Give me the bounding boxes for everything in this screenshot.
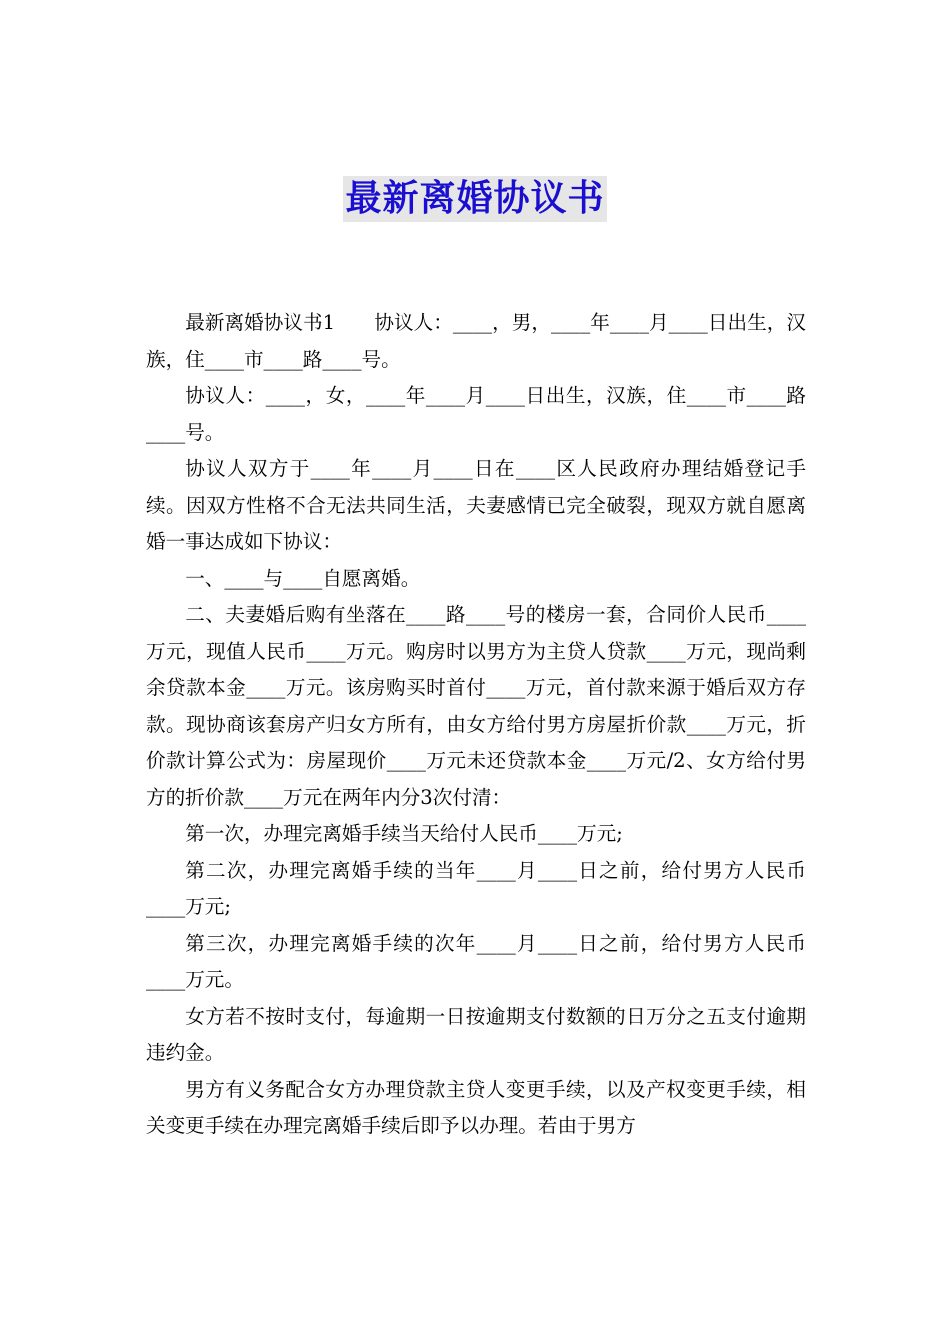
document-body xyxy=(146,305,806,1145)
title-container xyxy=(0,176,950,222)
paragraph-clause-2: 二、夫妻婚后购有坐落在____路____号的楼房一套，合同价人民币____万元，现值人民币____万元。购房时以男方为主贷人贷款____万元，现尚剩余贷款本金____万元。该房购买时首付____万元，首付款来源于婚后双方存款。现协商该套房产归女方所有，由女方给付男方房屋折价款____万元，折价款计算公式为：房屋现价____万元未还贷款本金____万元/2、女方给付男方的折价款____万元在两年内分3次付清： xyxy=(146,603,806,809)
paragraph-payment-3: 第三次，办理完离婚手续的次年____月____日之前，给付男方人民币____万元。 xyxy=(146,931,806,991)
paragraph-obligation: 男方有义务配合女方办理贷款主贷人变更手续，以及产权变更手续，相关变更手续在办理完离婚手续后即予以办理。若由于男方 xyxy=(146,1077,806,1137)
paragraph-background: 协议人双方于____年____月____日在____区人民政府办理结婚登记手续。因双方性格不合无法共同生活，夫妻感情已完全破裂，现双方就自愿离婚一事达成如下协议： xyxy=(146,457,806,553)
paragraph-payment-1: 第一次，办理完离婚手续当天给付人民币____万元; xyxy=(185,822,623,845)
document-title: 最新离婚协议书 xyxy=(343,176,606,222)
paragraph-payment-2: 第二次，办理完离婚手续的当年____月____日之前，给付男方人民币____万元; xyxy=(146,858,806,918)
paragraph-parties-1: 最新离婚协议书1 协议人：____，男，____年____月____日出生，汉族，住____市____路____号。 xyxy=(146,311,806,371)
paragraph-penalty: 女方若不按时支付，每逾期一日按逾期支付数额的日万分之五支付逾期违约金。 xyxy=(146,1004,806,1064)
paragraph-parties-2: 协议人：____，女，____年____月____日出生，汉族，住____市____路____号。 xyxy=(146,384,806,444)
paragraph-clause-1: 一、____与____自愿离婚。 xyxy=(185,566,421,590)
